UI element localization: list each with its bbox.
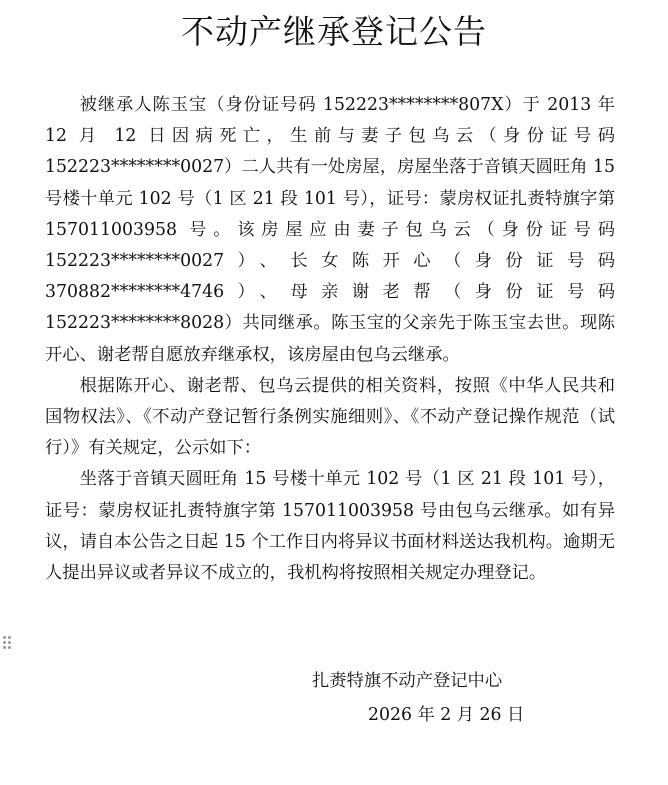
paragraph-legal-basis: 根据陈开心、谢老帮、包乌云提供的相关资料，按照《中华人民共和国物权法》、《不动产登记暂行条例实施细则》、《不动产登记操作规范（试行）》有关规定，公示如下： [45,375,615,459]
document-title: 不动产继承登记公告 [181,12,487,51]
drag-dot [3,646,6,649]
drag-handle-icon[interactable] [3,636,11,654]
signature-organization: 扎赉特旗不动产登记中心 [312,671,503,691]
drag-dot [8,646,11,649]
document-body [45,90,615,589]
drag-dot [8,641,11,644]
drag-dot [3,636,6,639]
paragraph-inheritance-facts: 被继承人陈玉宝（身份证号码 152223********807X）于 2013 年 12 月 12 日因病死亡，生前与妻子包乌云（身份证号码 152223********0027）二人共有一处房屋，房屋坐落于音镇天圆旺角 15 号楼十单元 102 号（1 区 21 段 101 号），证号：蒙房权证扎赉特旗字第 157011003958 号。该房屋应由妻子包乌云（身份证号码 152223********0027）、长女陈开心（身份证号码 370882********4746）、母亲谢老帮（身份证号码 152223********8028）共同继承。陈玉宝的父亲先于陈玉宝去世。现陈开心、谢老帮自愿放弃继承权，该房屋由包乌云继承。 [45,95,615,365]
drag-dot [8,636,11,639]
paragraph-public-notice: 坐落于音镇天圆旺角 15 号楼十单元 102 号（1 区 21 段 101 号），证号：蒙房权证扎赉特旗字第 157011003958 号由包乌云继承。如有异议，请自本公告之日起 15 个工作日内将异议书面材料送达我机构。逾期无人提出异议或者异议不成立的，我机构将按照相关规定办理登记。 [45,469,615,584]
drag-dot [3,641,6,644]
signature-date: 2026 年 2 月 26 日 [368,705,525,725]
